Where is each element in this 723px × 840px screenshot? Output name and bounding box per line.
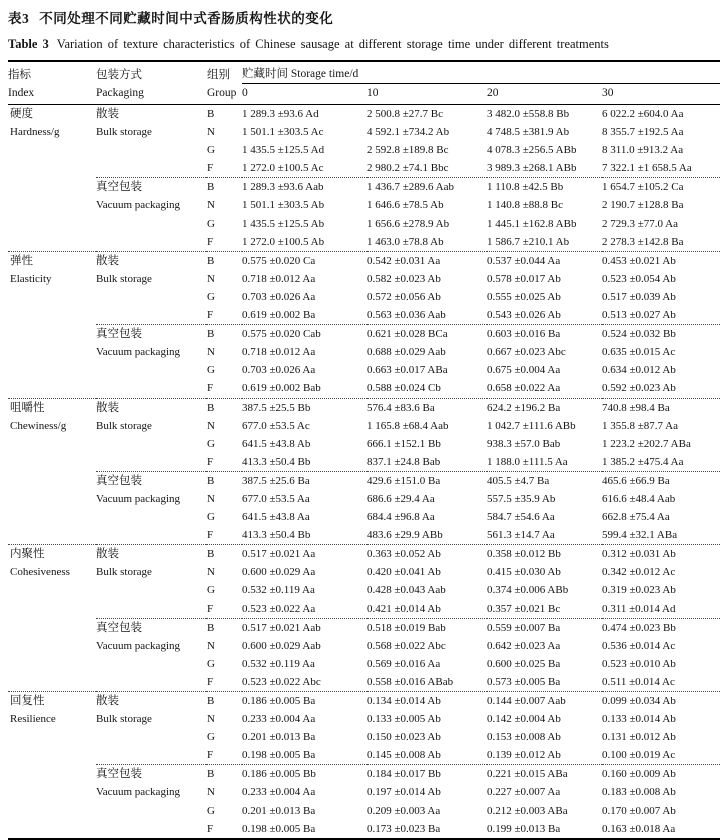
index-cell [8, 545, 96, 692]
value-cell: 0.186 ±0.005 Ba [242, 692, 367, 711]
packaging-cell [96, 178, 206, 251]
value-cell: 0.582 ±0.023 Ab [367, 272, 441, 285]
value-cell: 0.233 ±0.004 Aa [242, 786, 316, 799]
value-cell: 2 980.2 ±74.1 Bbc [367, 162, 449, 175]
table-title-en [8, 36, 718, 52]
value-cell: 0.163 ±0.018 Aa [602, 822, 676, 835]
value-cell: 1 272.0 ±100.5 Ab [242, 235, 325, 248]
value-cell: 0.703 ±0.026 Aa [242, 364, 316, 377]
value-cell: 561.3 ±14.7 Aa [487, 529, 555, 542]
label-en: Bulk storage [96, 126, 152, 139]
table-title-en-prefix: Table 3 [8, 37, 49, 51]
index-cell [8, 251, 96, 398]
value-cell: 1 445.1 ±162.8 ABb [487, 217, 577, 230]
value-cell: 0.536 ±0.014 Ac [602, 639, 676, 652]
header-row-zh [8, 61, 720, 84]
value-cell: 0.201 ±0.013 Ba [242, 731, 316, 744]
col-header-packaging-en: Packaging [96, 84, 206, 105]
value-cell: 1 435.5 ±125.5 Ad [242, 144, 325, 157]
value-cell: 0.667 ±0.023 Abc [487, 346, 566, 359]
value-cell: 599.4 ±32.1 ABa [602, 529, 678, 542]
value-cell: 0.131 ±0.012 Ab [602, 731, 676, 744]
group-cell: F [207, 749, 214, 762]
value-cell: 0.173 ±0.023 Ba [367, 822, 441, 835]
value-cell: 3 482.0 ±558.8 Bb [487, 108, 570, 120]
packaging-cell [96, 105, 206, 178]
value-cell: 0.233 ±0.004 Aa [242, 713, 316, 726]
value-cell: 0.600 ±0.029 Aab [242, 639, 321, 652]
value-cell: 0.511 ±0.014 Ac [602, 675, 675, 688]
index-cell [8, 398, 96, 545]
group-cell: N [207, 492, 215, 505]
value-cell: 0.209 ±0.003 Aa [367, 804, 441, 817]
value-cell: 0.145 ±0.008 Ab [367, 749, 441, 762]
value-cell: 1 435.5 ±125.5 Ab [242, 217, 325, 230]
value-cell: 938.3 ±57.0 Bab [487, 437, 561, 450]
col-header-group-zh: 组别 [207, 68, 230, 81]
label-en: Vacuum packaging [96, 786, 180, 799]
value-cell: 0.099 ±0.034 Ab [602, 692, 720, 711]
value-cell: 0.227 ±0.007 Aa [487, 786, 561, 799]
value-cell: 0.523 ±0.022 Aa [242, 602, 316, 615]
value-cell: 0.600 ±0.029 Aa [242, 566, 316, 579]
group-cell: N [207, 199, 215, 212]
value-cell: 0.592 ±0.023 Ab [602, 382, 676, 395]
table-row [8, 471, 720, 490]
value-cell: 0.555 ±0.025 Ab [487, 290, 561, 303]
value-cell: 413.3 ±50.4 Bb [242, 455, 311, 468]
value-cell: 0.517 ±0.021 Aab [242, 618, 367, 637]
group-cell: F [207, 382, 214, 395]
value-cell: 0.153 ±0.008 Ab [487, 731, 561, 744]
group-cell: B [207, 108, 215, 120]
label-zh: 回复性 [10, 695, 45, 707]
value-cell: 4 592.1 ±734.2 Ab [367, 126, 450, 139]
value-cell: 0.374 ±0.006 ABb [487, 584, 569, 597]
value-cell: 0.523 ±0.054 Ab [602, 272, 676, 285]
table-row [8, 692, 720, 711]
col-header-group-en: Group [206, 84, 242, 105]
group-cell: G [207, 144, 215, 157]
group-cell: B [206, 618, 242, 637]
value-cell: 0.150 ±0.023 Ab [367, 731, 441, 744]
value-cell: 1 654.7 ±105.2 Ca [602, 178, 720, 197]
value-cell: 0.474 ±0.023 Bb [602, 618, 720, 637]
packaging-cell [96, 325, 206, 398]
value-cell: 0.160 ±0.009 Ab [602, 765, 720, 784]
value-cell: 0.573 ±0.005 Ba [487, 675, 561, 688]
table-header [8, 61, 720, 105]
value-cell: 677.0 ±53.5 Ac [242, 419, 310, 432]
value-cell: 624.2 ±196.2 Ba [487, 398, 602, 417]
value-cell: 0.619 ±0.002 Bab [242, 382, 321, 395]
group-cell: F [207, 602, 214, 615]
label-en: Elasticity [10, 272, 52, 285]
value-cell: 0.524 ±0.032 Bb [602, 325, 720, 344]
packaging-cell [96, 251, 206, 324]
value-cell: 0.572 ±0.056 Ab [367, 290, 441, 303]
texture-data-table [8, 60, 720, 840]
value-cell: 0.453 ±0.021 Ab [602, 251, 720, 270]
packaging-cell [96, 618, 206, 691]
label-en: Bulk storage [96, 272, 152, 285]
group-cell: B [206, 398, 242, 417]
value-cell: 0.186 ±0.005 Bb [242, 765, 367, 784]
value-cell: 0.537 ±0.044 Aa [487, 251, 602, 270]
group-cell: N [207, 639, 215, 652]
value-cell: 1 436.7 ±289.6 Aab [367, 178, 487, 197]
index-cell [8, 105, 96, 252]
value-cell: 0.197 ±0.014 Ab [367, 786, 441, 799]
value-cell: 0.563 ±0.036 Aab [367, 309, 446, 322]
value-cell: 0.642 ±0.023 Aa [487, 639, 561, 652]
value-cell: 0.311 ±0.014 Ad [602, 602, 676, 615]
value-cell: 429.6 ±151.0 Ba [367, 471, 487, 490]
value-cell: 0.559 ±0.007 Ba [487, 618, 602, 637]
group-cell: G [207, 584, 215, 597]
value-cell: 0.212 ±0.003 ABa [487, 804, 568, 817]
group-cell: G [207, 290, 215, 303]
value-cell: 686.6 ±29.4 Aa [367, 492, 435, 505]
value-cell: 0.358 ±0.012 Bb [487, 545, 602, 564]
table-body [8, 105, 720, 839]
col-header-index-zh: 指标 [8, 68, 31, 81]
value-cell: 1 289.3 ±93.6 Ad [242, 108, 319, 120]
group-cell: G [207, 364, 215, 377]
value-cell: 0.517 ±0.039 Ab [602, 290, 676, 303]
col-header-time-10: 10 [367, 84, 487, 105]
table-row [8, 105, 720, 124]
label-zh: 散装 [96, 548, 119, 561]
value-cell: 1 586.7 ±210.1 Ab [487, 235, 570, 248]
group-cell: N [207, 786, 215, 799]
packaging-cell [96, 545, 206, 618]
value-cell: 6 022.2 ±604.0 Aa [602, 108, 684, 120]
value-cell: 0.603 ±0.016 Ba [487, 325, 602, 344]
value-cell: 0.634 ±0.012 Ab [602, 364, 676, 377]
label-en: Hardness/g [10, 126, 60, 139]
index-cell [8, 692, 96, 839]
value-cell: 1 656.6 ±278.9 Ab [367, 217, 450, 230]
table-row [8, 618, 720, 637]
value-cell: 413.3 ±50.4 Bb [242, 529, 311, 542]
value-cell: 0.578 ±0.017 Ab [487, 272, 561, 285]
value-cell: 387.5 ±25.5 Bb [242, 398, 367, 417]
value-cell: 0.420 ±0.041 Ab [367, 566, 441, 579]
value-cell: 641.5 ±43.8 Ab [242, 437, 311, 450]
label-zh: 内聚性 [10, 548, 45, 561]
value-cell: 4 078.3 ±256.5 ABb [487, 144, 577, 157]
value-cell: 0.142 ±0.004 Ab [487, 713, 561, 726]
value-cell: 7 322.1 ±1 658.5 Aa [602, 162, 692, 175]
value-cell: 1 188.0 ±111.5 Aa [487, 455, 568, 468]
label-en: Vacuum packaging [96, 346, 180, 359]
value-cell: 1 463.0 ±78.8 Ab [367, 235, 444, 248]
group-cell: F [207, 235, 214, 248]
value-cell: 1 646.6 ±78.5 Ab [367, 199, 444, 212]
value-cell: 0.532 ±0.119 Aa [242, 657, 315, 670]
group-cell: F [207, 455, 214, 468]
packaging-cell [96, 398, 206, 471]
value-cell: 0.421 ±0.014 Ab [367, 602, 441, 615]
label-zh: 真空包装 [96, 621, 142, 634]
label-en: Cohesiveness [10, 566, 70, 579]
value-cell: 0.221 ±0.015 ABa [487, 765, 602, 784]
value-cell: 1 501.1 ±303.5 Ab [242, 199, 325, 212]
header-row-en [8, 84, 720, 105]
value-cell: 0.342 ±0.012 Ac [602, 566, 676, 579]
value-cell: 0.718 ±0.012 Aa [242, 272, 316, 285]
packaging-cell [96, 471, 206, 544]
value-cell: 405.5 ±4.7 Ba [487, 471, 602, 490]
value-cell: 0.703 ±0.026 Aa [242, 290, 316, 303]
group-cell: G [207, 217, 215, 230]
value-cell: 740.8 ±98.4 Ba [602, 398, 720, 417]
value-cell: 0.139 ±0.012 Ab [487, 749, 561, 762]
value-cell: 0.133 ±0.014 Ab [602, 713, 676, 726]
value-cell: 0.568 ±0.022 Abc [367, 639, 446, 652]
value-cell: 837.1 ±24.8 Bab [367, 455, 441, 468]
label-zh: 咀嚼性 [10, 401, 45, 414]
group-cell: G [207, 731, 215, 744]
value-cell: 2 729.3 ±77.0 Aa [602, 217, 679, 230]
group-cell: G [207, 657, 215, 670]
label-en: Bulk storage [96, 566, 152, 579]
value-cell: 483.6 ±29.9 ABb [367, 529, 443, 542]
value-cell: 0.532 ±0.119 Aa [242, 584, 315, 597]
group-cell: B [206, 471, 242, 490]
value-cell: 557.5 ±35.9 Ab [487, 492, 556, 505]
packaging-cell [96, 765, 206, 839]
value-cell: 1 223.2 ±202.7 ABa [602, 437, 691, 450]
table-title-zh-text: 不同处理不同贮藏时间中式香肠质构性状的变化 [39, 11, 334, 26]
value-cell: 0.523 ±0.022 Abc [242, 675, 321, 688]
col-header-time-30: 30 [602, 84, 720, 105]
value-cell: 8 311.0 ±913.2 Aa [602, 144, 684, 157]
value-cell: 0.542 ±0.031 Aa [367, 251, 487, 270]
value-cell: 1 140.8 ±88.8 Bc [487, 199, 564, 212]
table-title-en-text: Variation of texture characteristics of Chinese sausage at different storage time under different treatments [56, 37, 609, 51]
value-cell: 4 748.5 ±381.9 Ab [487, 126, 570, 139]
label-en: Vacuum packaging [96, 639, 180, 652]
table-title-zh [8, 10, 718, 27]
value-cell: 387.5 ±25.6 Ba [242, 471, 367, 490]
value-cell: 0.619 ±0.002 Ba [242, 309, 316, 322]
value-cell: 0.635 ±0.015 Ac [602, 346, 676, 359]
label-en: Resilience [10, 713, 56, 726]
value-cell: 2 278.3 ±142.8 Ba [602, 235, 684, 248]
group-cell: B [206, 765, 242, 784]
group-cell: B [206, 325, 242, 344]
table-row [8, 765, 720, 784]
value-cell: 677.0 ±53.5 Aa [242, 492, 310, 505]
group-cell: N [207, 126, 215, 139]
value-cell: 0.184 ±0.017 Bb [367, 765, 487, 784]
value-cell: 0.428 ±0.043 Aab [367, 584, 446, 597]
group-cell: G [207, 804, 215, 817]
value-cell: 2 592.8 ±189.8 Bc [367, 144, 449, 157]
table-row [8, 325, 720, 344]
value-cell: 0.575 ±0.020 Cab [242, 325, 367, 344]
value-cell: 0.198 ±0.005 Ba [242, 822, 316, 835]
value-cell: 0.600 ±0.025 Ba [487, 657, 561, 670]
label-zh: 散装 [96, 695, 119, 707]
table-title-zh-prefix: 表3 [8, 11, 30, 26]
value-cell: 3 989.3 ±268.1 ABb [487, 162, 577, 175]
group-cell: F [207, 529, 214, 542]
label-zh: 散装 [96, 254, 119, 267]
label-en: Chewiness/g [10, 419, 67, 432]
table-row [8, 178, 720, 197]
value-cell: 0.363 ±0.052 Ab [367, 545, 487, 564]
value-cell: 1 165.8 ±68.4 Aab [367, 419, 449, 432]
col-header-time-20: 20 [487, 84, 602, 105]
value-cell: 465.6 ±66.9 Ba [602, 471, 720, 490]
table-row [8, 251, 720, 270]
label-zh: 真空包装 [96, 768, 142, 781]
packaging-cell [96, 692, 206, 765]
group-cell: N [207, 346, 215, 359]
value-cell: 0.100 ±0.019 Ac [602, 749, 676, 762]
value-cell: 0.312 ±0.031 Ab [602, 545, 720, 564]
value-cell: 2 190.7 ±128.8 Ba [602, 199, 684, 212]
label-zh: 弹性 [10, 254, 33, 267]
value-cell: 0.543 ±0.026 Ab [487, 309, 561, 322]
value-cell: 0.201 ±0.013 Ba [242, 804, 316, 817]
label-zh: 散装 [96, 401, 119, 414]
group-cell: B [206, 178, 242, 197]
value-cell: 1 289.3 ±93.6 Aab [242, 178, 367, 197]
col-header-packaging-zh: 包装方式 [96, 68, 142, 81]
group-cell: N [207, 272, 215, 285]
value-cell: 584.7 ±54.6 Aa [487, 511, 555, 524]
table-row [8, 398, 720, 417]
value-cell: 1 042.7 ±111.6 ABb [487, 419, 576, 432]
value-cell: 0.675 ±0.004 Aa [487, 364, 561, 377]
value-cell: 0.569 ±0.016 Aa [367, 657, 441, 670]
value-cell: 666.1 ±152.1 Bb [367, 437, 441, 450]
value-cell: 0.144 ±0.007 Aab [487, 692, 602, 711]
group-cell: B [206, 545, 242, 564]
group-cell: B [206, 251, 242, 270]
value-cell: 0.134 ±0.014 Ab [367, 692, 487, 711]
value-cell: 1 272.0 ±100.5 Ac [242, 162, 324, 175]
group-cell: F [207, 162, 214, 175]
value-cell: 0.588 ±0.024 Cb [367, 382, 441, 395]
value-cell: 0.658 ±0.022 Aa [487, 382, 561, 395]
value-cell: 0.183 ±0.008 Ab [602, 786, 676, 799]
value-cell: 641.5 ±43.8 Aa [242, 511, 310, 524]
group-cell: N [207, 713, 215, 726]
label-en: Vacuum packaging [96, 199, 180, 212]
value-cell: 0.558 ±0.016 ABab [367, 675, 454, 688]
group-cell: F [207, 309, 214, 322]
value-cell: 0.523 ±0.010 Ab [602, 657, 676, 670]
value-cell: 0.513 ±0.027 Ab [602, 309, 676, 322]
value-cell: 0.199 ±0.013 Ba [487, 822, 561, 835]
col-header-time-0: 0 [242, 84, 367, 105]
value-cell: 1 355.8 ±87.7 Aa [602, 419, 679, 432]
value-cell: 1 110.8 ±42.5 Bb [487, 178, 602, 197]
group-cell: F [207, 822, 214, 835]
group-cell: N [207, 419, 215, 432]
value-cell: 0.415 ±0.030 Ab [487, 566, 561, 579]
value-cell: 1 385.2 ±475.4 Aa [602, 455, 684, 468]
group-cell: F [207, 675, 214, 688]
group-cell: G [207, 511, 215, 524]
value-cell: 0.575 ±0.020 Ca [242, 251, 367, 270]
value-cell: 8 355.7 ±192.5 Aa [602, 126, 684, 139]
col-header-storage-time: 贮藏时间 Storage time/d [242, 61, 720, 84]
value-cell: 0.319 ±0.023 Ab [602, 584, 676, 597]
group-cell: N [207, 566, 215, 579]
col-header-index-en: Index [8, 84, 96, 105]
value-cell: 2 500.8 ±27.7 Bc [367, 108, 444, 120]
value-cell: 616.6 ±48.4 Aab [602, 492, 676, 505]
value-cell: 1 501.1 ±303.5 Ac [242, 126, 324, 139]
group-cell: B [206, 692, 242, 711]
value-cell: 684.4 ±96.8 Aa [367, 511, 435, 524]
value-cell: 0.170 ±0.007 Ab [602, 804, 676, 817]
value-cell: 0.718 ±0.012 Aa [242, 346, 316, 359]
label-zh: 真空包装 [96, 328, 142, 341]
value-cell: 0.688 ±0.029 Aab [367, 346, 446, 359]
value-cell: 0.133 ±0.005 Ab [367, 713, 441, 726]
label-en: Bulk storage [96, 419, 152, 432]
value-cell: 0.517 ±0.021 Aa [242, 545, 367, 564]
group-cell: G [207, 437, 215, 450]
value-cell: 0.518 ±0.019 Bab [367, 618, 487, 637]
value-cell: 662.8 ±75.4 Aa [602, 511, 670, 524]
label-zh: 散装 [96, 108, 119, 120]
label-zh: 真空包装 [96, 474, 142, 487]
label-en: Vacuum packaging [96, 492, 180, 505]
label-en: Bulk storage [96, 713, 152, 726]
label-zh: 真空包装 [96, 181, 142, 194]
value-cell: 0.621 ±0.028 BCa [367, 325, 487, 344]
value-cell: 0.357 ±0.021 Bc [487, 602, 561, 615]
value-cell: 0.663 ±0.017 ABa [367, 364, 448, 377]
table-row [8, 545, 720, 564]
value-cell: 576.4 ±83.6 Ba [367, 398, 487, 417]
value-cell: 0.198 ±0.005 Ba [242, 749, 316, 762]
label-zh: 硬度 [10, 108, 33, 120]
